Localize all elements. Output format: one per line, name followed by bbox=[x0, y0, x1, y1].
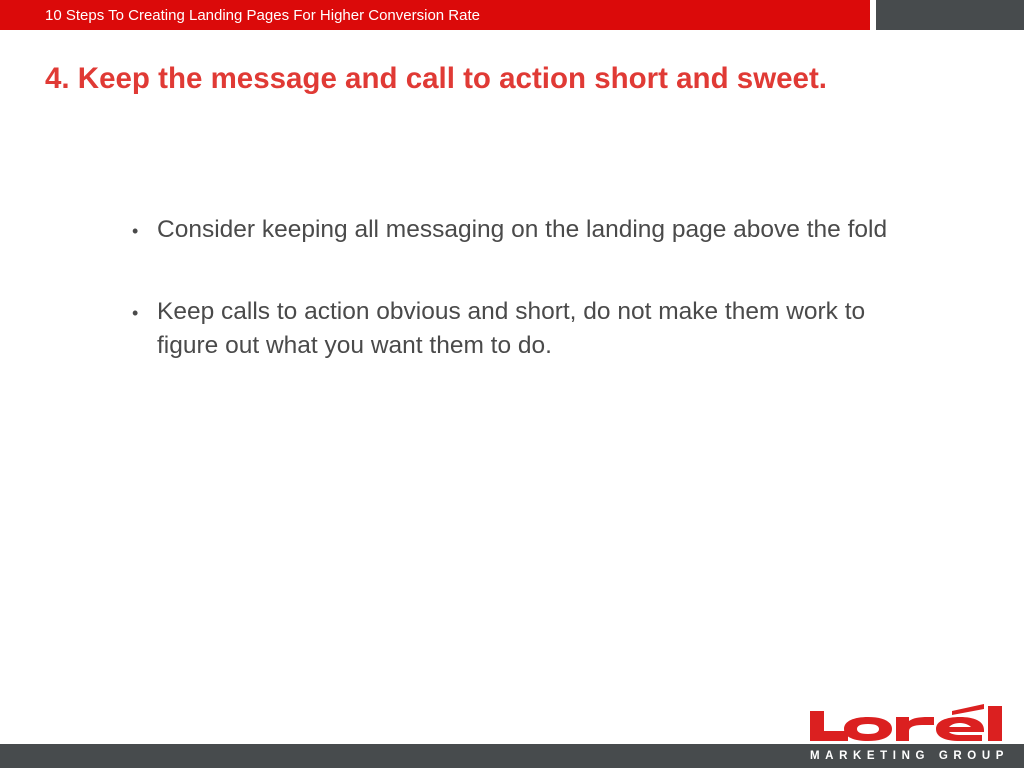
bullet-marker: • bbox=[132, 221, 139, 241]
header-accent-block bbox=[876, 0, 1024, 30]
bullet-text: Consider keeping all messaging on the landing page above the fold bbox=[157, 216, 888, 243]
bullet-item-2 bbox=[132, 295, 922, 363]
slide-title: 4. Keep the message and call to action short and sweet. bbox=[45, 62, 827, 95]
bullet-marker: • bbox=[132, 303, 139, 323]
bullet-item-1 bbox=[132, 213, 922, 247]
logo-wordmark-icon bbox=[808, 703, 1018, 743]
bullet-list bbox=[132, 213, 922, 411]
bullet-text: Keep calls to action obvious and short, do not make them work to figure out what you want them to do. bbox=[157, 298, 866, 359]
header-text: 10 Steps To Creating Landing Pages For Higher Conversion Rate bbox=[45, 7, 480, 24]
header-bar bbox=[0, 0, 870, 30]
logo-tagline: MARKETING GROUP bbox=[810, 750, 1009, 762]
company-logo bbox=[808, 703, 1018, 765]
